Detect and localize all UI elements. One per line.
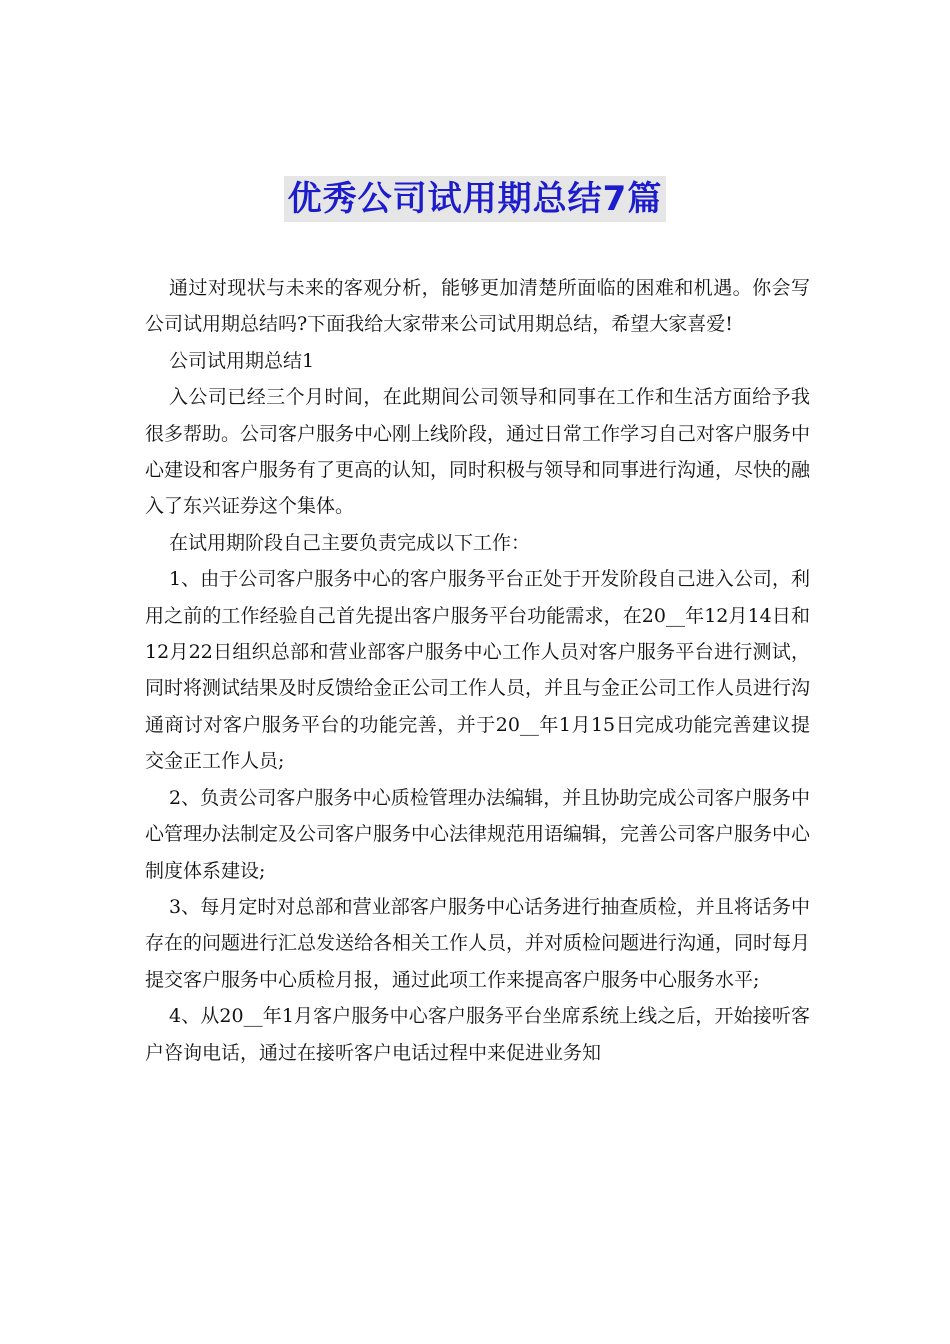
section-heading: 公司试用期总结1: [169, 349, 315, 372]
list-item-1: 1、由于公司客户服务中心的客户服务平台正处于开发阶段自己进入公司，利用之前的工作经验自己首先提出客户服务平台功能需求，在20__年12月14日和12月22日组织总部和营业部客户服务中心工作人员对客户服务平台进行测试，同时将测试结果及时反馈给金正公司工作人员，并且与金正公司工作人员进行沟通商讨对客户服务平台的功能完善，并于20__年1月15日完成功能完善建议提交金正工作人员;: [145, 568, 811, 773]
title-wrap: [0, 176, 950, 222]
document-title: 优秀公司试用期总结7篇: [284, 176, 667, 222]
list-item-4: 4、从20__年1月客户服务中心客户服务平台坐席系统上线之后，开始接听客户咨询电话，通过在接听客户电话过程中来促进业务知: [145, 1005, 810, 1064]
document-body: [145, 270, 810, 1071]
body-paragraph: 入公司已经三个月时间，在此期间公司领导和同事在工作和生活方面给予我很多帮助。公司客户服务中心刚上线阶段，通过日常工作学习自己对客户服务中心建设和客户服务有了更高的认知，同时积极与领导和同事进行沟通，尽快的融入了东兴证券这个集体。: [145, 386, 811, 518]
intro-paragraph: 通过对现状与未来的客观分析，能够更加清楚所面临的困难和机遇。你会写公司试用期总结吗?下面我给大家带来公司试用期总结，希望大家喜爱!: [145, 277, 810, 336]
list-item-2: 2、负责公司客户服务中心质检管理办法编辑，并且协助完成公司客户服务中心管理办法制定及公司客户服务中心法律规范用语编辑，完善公司客户服务中心制度体系建设;: [145, 786, 811, 882]
list-item-3: 3、每月定时对总部和营业部客户服务中心话务进行抽查质检，并且将话务中存在的问题进行汇总发送给各相关工作人员，并对质检问题进行沟通，同时每月提交客户服务中心质检月报，通过此项工作来提高客户服务中心服务水平;: [145, 895, 811, 991]
body-paragraph: 在试用期阶段自己主要负责完成以下工作：: [169, 531, 531, 554]
